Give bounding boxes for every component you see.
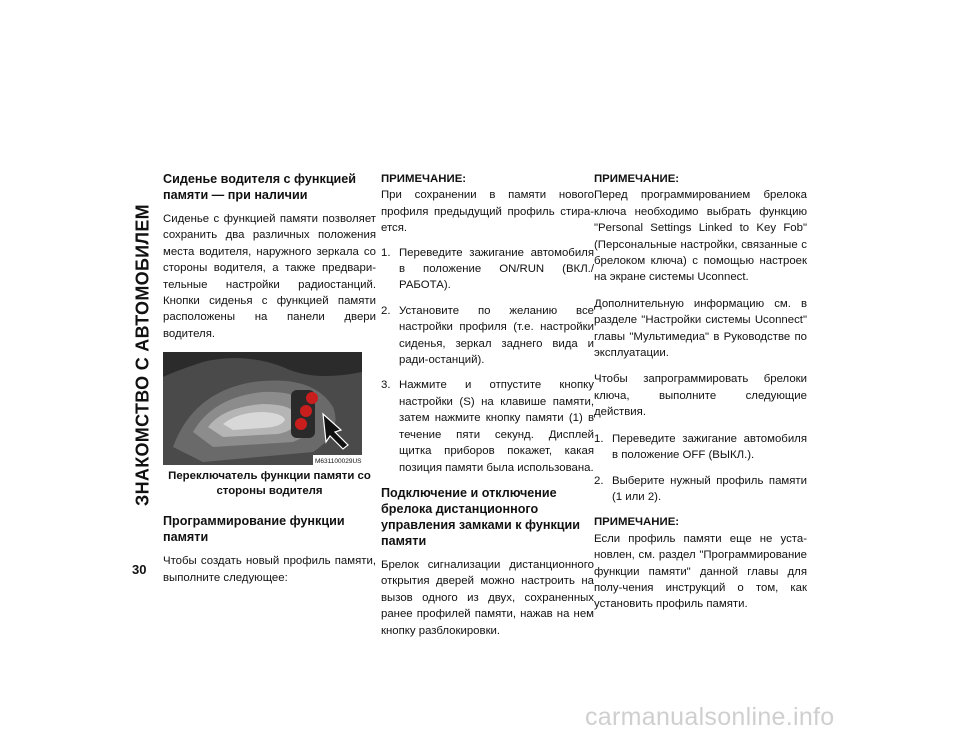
step-number: 2. [381,304,391,317]
key-fob-description: Брелок сигнализации дистанционного открытия дверей можно настроить на вызов одного из двух, сохраненных ранее профилей памяти, нажав на нем кнопку разблокировки. [381,558,594,637]
memory-button-2 [295,418,307,430]
memory-button-1 [300,405,312,417]
memory-switch-figure [163,352,362,465]
note-title: ПРИМЕЧАНИЕ: [381,173,467,185]
section-heading-key-fob: Подключение и отключение брелока дистанционного управления замками к функции памяти [381,485,580,548]
list-item [381,245,594,294]
step-text: Установите по желанию все настройки профиля (т.е. настройки сиденья, зеркал заднего вида и ради-останций). [399,304,594,367]
watermark: carmanualsonline.info [585,703,835,731]
figure-caption: Переключатель функции памяти со стороны водителя [168,470,371,498]
section-heading-programming: Программирование функции памяти [163,514,345,545]
note-title: ПРИМЕЧАНИЕ: [594,516,680,529]
page-number: 30 [132,562,147,577]
column-3 [594,171,807,623]
step-number: 3. [381,379,391,392]
step-text: Нажмите и отпустите кнопку настройки (S) на клавише памяти, затем нажмите кнопку памяти (1) в течение пяти секунд. Дисплей щитка приборов покажет, какая позиция памяти была использована. [399,379,594,474]
memory-button-s [306,392,318,404]
note-text: При сохранении в памяти нового профиля предыдущий профиль стира-ется. [381,189,594,235]
memory-seat-description: Сиденье с функцией памяти позволяет сохранить два различных положения места водителя, наружного зеркала со стороны водителя, а также предвари-тельные настройки радиостанций. Кнопки сиденья с функцией памяти расположены на панели двери водителя. [163,213,376,340]
list-item [381,303,594,369]
list-item [594,431,807,464]
section-heading-memory-seat: Сиденье водителя с функцией памяти — при наличии [163,172,357,202]
step-number: 1. [381,246,391,259]
list-item [381,377,594,475]
side-chapter-label: ЗНАКОМСТВО С АВТОМОБИЛЕМ [132,204,153,506]
note-text: Если профиль памяти еще не уста-новлен, см. раздел "Программирование функции памяти" данной главы для полу-чения инструкций о том, как установить профиль памяти. [594,532,807,611]
note-text: Перед программированием брелока ключа необходимо выбрать функцию "Personal Settings Linked to Key Fob" (Персональные настройки, связанные с брелоком ключа) с помощью настроек на экране системы Uconnect. [594,189,807,284]
side-chapter-tab [128,160,158,550]
key-fob-steps-list [594,431,807,506]
step-number: 2. [594,474,604,487]
programming-intro: Чтобы создать новый профиль памяти, выполните следующее: [163,555,376,584]
column-1 [163,171,376,596]
step-text: Переведите зажигание автомобиля в положение OFF (ВЫКЛ.). [612,432,807,462]
key-fob-programming-intro: Чтобы запрограммировать брелоки ключа, выполните следующие действия. [594,373,807,419]
list-item [594,473,807,506]
step-number: 1. [594,432,604,445]
column-2 [381,171,594,649]
programming-steps-list [381,245,594,476]
door-panel-illustration [163,352,362,465]
figure-code: M631100029US [315,458,362,466]
step-text: Переведите зажигание автомобиля в положение ON/RUN (ВКЛ./РАБОТА). [399,246,594,292]
note-title: ПРИМЕЧАНИЕ: [594,173,680,185]
step-text: Выберите нужный профиль памяти (1 или 2). [612,474,807,503]
additional-info: Дополнительную информацию см. в разделе "Настройки системы Uconnect" главы "Мультимедиа" в Руководстве по эксплуатации. [594,297,807,360]
